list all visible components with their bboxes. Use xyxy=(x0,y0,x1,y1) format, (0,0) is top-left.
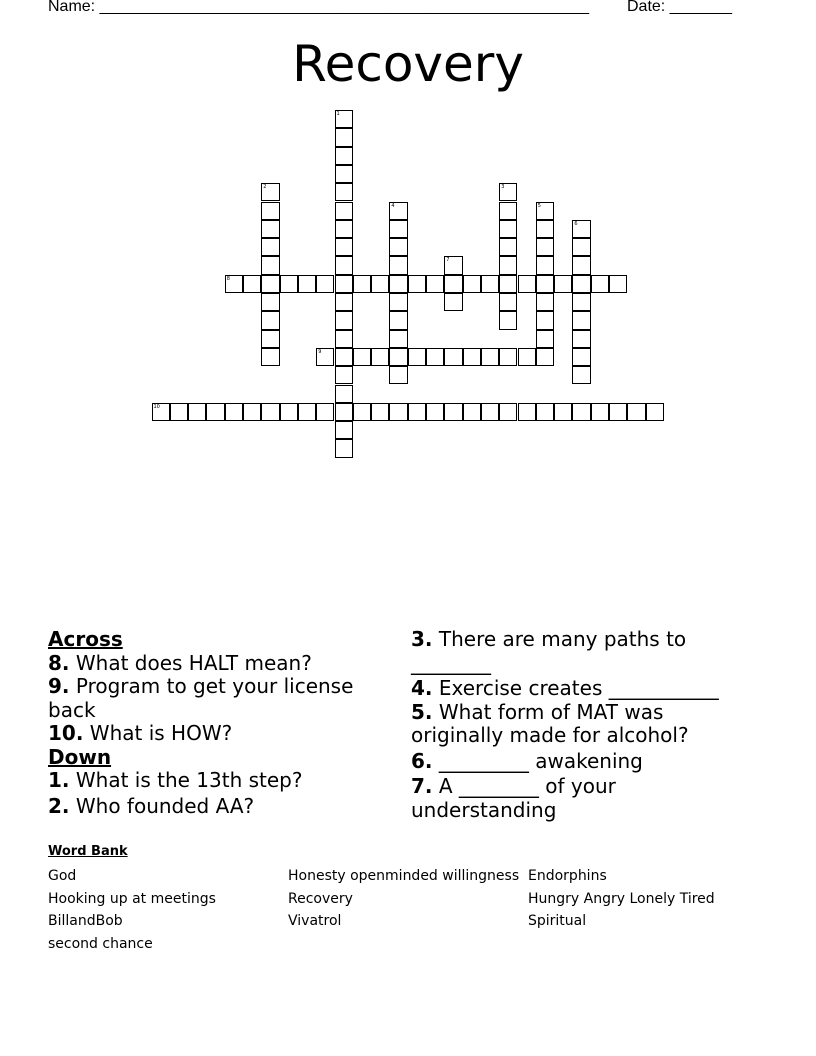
word-bank-item: Vivatrol xyxy=(288,913,342,929)
crossword-cell[interactable] xyxy=(499,403,517,421)
cell-number: 3 xyxy=(501,184,505,191)
crossword-cell[interactable] xyxy=(499,183,517,201)
crossword-cell[interactable] xyxy=(518,275,536,293)
crossword-cell[interactable] xyxy=(444,403,462,421)
crossword-cell[interactable] xyxy=(591,403,609,421)
crossword-cell[interactable] xyxy=(170,403,188,421)
crossword-cell[interactable] xyxy=(481,348,499,366)
word-bank-item: Endorphins xyxy=(528,868,607,884)
crossword-cell[interactable] xyxy=(389,256,407,274)
crossword-cell[interactable] xyxy=(335,275,353,293)
crossword-cell[interactable] xyxy=(627,403,645,421)
clue-down-7: 7. A ________ of your understanding xyxy=(411,774,616,822)
crossword-cell[interactable] xyxy=(335,110,353,128)
crossword-cell[interactable] xyxy=(261,256,279,274)
crossword-cell[interactable] xyxy=(536,348,554,366)
crossword-cell[interactable] xyxy=(463,275,481,293)
crossword-cell[interactable] xyxy=(371,275,389,293)
crossword-cell[interactable] xyxy=(426,275,444,293)
crossword-cell[interactable] xyxy=(518,403,536,421)
clue-down-5: 5. What form of MAT was originally made for alcohol? xyxy=(411,699,689,747)
crossword-cell[interactable] xyxy=(335,311,353,329)
crossword-cell[interactable] xyxy=(316,348,334,366)
crossword-cell[interactable] xyxy=(591,275,609,293)
crossword-cell[interactable] xyxy=(298,275,316,293)
crossword-cell[interactable] xyxy=(261,220,279,238)
clue-down-2: 2. Who founded AA? xyxy=(48,793,255,818)
crossword-grid xyxy=(0,0,816,470)
cell-number: 5 xyxy=(537,202,541,209)
crossword-cell[interactable] xyxy=(335,128,353,146)
crossword-cell[interactable] xyxy=(261,403,279,421)
across-heading: Across xyxy=(48,627,123,651)
word-bank-item: Hooking up at meetings xyxy=(48,891,216,907)
crossword-cell[interactable] xyxy=(389,293,407,311)
crossword-cell[interactable] xyxy=(536,238,554,256)
crossword-cell[interactable] xyxy=(389,238,407,256)
crossword-cell[interactable] xyxy=(572,348,590,366)
crossword-cell[interactable] xyxy=(463,403,481,421)
crossword-cell[interactable] xyxy=(335,183,353,201)
crossword-cell[interactable] xyxy=(261,348,279,366)
crossword-cell[interactable] xyxy=(499,293,517,311)
crossword-cell[interactable] xyxy=(353,275,371,293)
crossword-cell[interactable] xyxy=(572,311,590,329)
crossword-cell[interactable] xyxy=(572,366,590,384)
date-field: Date: _______ xyxy=(627,0,732,15)
crossword-cell[interactable] xyxy=(206,403,224,421)
crossword-cell[interactable] xyxy=(243,275,261,293)
crossword-cell[interactable] xyxy=(389,403,407,421)
crossword-cell[interactable] xyxy=(335,202,353,220)
crossword-cell[interactable] xyxy=(152,403,170,421)
word-bank-item: Honesty openminded willingness xyxy=(288,868,520,884)
crossword-cell[interactable] xyxy=(389,330,407,348)
crossword-cell[interactable] xyxy=(444,348,462,366)
cell-number: 7 xyxy=(446,257,450,264)
crossword-cell[interactable] xyxy=(609,403,627,421)
clue-across-8: 8. What does HALT mean? xyxy=(48,650,312,675)
crossword-cell[interactable] xyxy=(536,330,554,348)
clue-across-9: 9. Program to get your license back xyxy=(48,674,354,722)
word-bank-heading: Word Bank xyxy=(48,844,128,859)
crossword-cell[interactable] xyxy=(499,275,517,293)
crossword-cell[interactable] xyxy=(298,403,316,421)
crossword-cell[interactable] xyxy=(261,293,279,311)
cell-number: 10 xyxy=(153,403,160,410)
crossword-cell[interactable] xyxy=(499,238,517,256)
crossword-cell[interactable] xyxy=(572,403,590,421)
crossword-cell[interactable] xyxy=(554,403,572,421)
name-field: Name: _______________________________________________________ xyxy=(48,0,589,15)
crossword-cell[interactable] xyxy=(335,238,353,256)
crossword-cell[interactable] xyxy=(499,220,517,238)
crossword-cell[interactable] xyxy=(335,293,353,311)
crossword-cell[interactable] xyxy=(499,256,517,274)
cell-number: 8 xyxy=(226,275,230,282)
crossword-cell[interactable] xyxy=(335,403,353,421)
crossword-cell[interactable] xyxy=(426,403,444,421)
crossword-cell[interactable] xyxy=(243,403,261,421)
crossword-cell[interactable] xyxy=(188,403,206,421)
word-bank-item: second chance xyxy=(48,936,153,952)
crossword-cell[interactable] xyxy=(335,147,353,165)
word-bank-item: Hungry Angry Lonely Tired xyxy=(528,891,715,907)
crossword-cell[interactable] xyxy=(536,293,554,311)
cell-number: 2 xyxy=(263,184,267,191)
crossword-cell[interactable] xyxy=(280,403,298,421)
crossword-cell[interactable] xyxy=(572,330,590,348)
crossword-cell[interactable] xyxy=(316,275,334,293)
crossword-cell[interactable] xyxy=(481,275,499,293)
clue-down-6: 6. _________ awakening xyxy=(411,748,643,773)
crossword-cell[interactable] xyxy=(335,330,353,348)
clue-down-4: 4. Exercise creates ___________ xyxy=(411,676,719,700)
word-bank-item: Recovery xyxy=(288,891,353,907)
clue-down-3: 3. There are many paths to ________ xyxy=(411,627,687,675)
crossword-cell[interactable] xyxy=(335,439,353,457)
crossword-cell[interactable] xyxy=(225,403,243,421)
word-bank-item: BillandBob xyxy=(48,913,123,929)
crossword-cell[interactable] xyxy=(444,293,462,311)
clues-left-column xyxy=(48,628,378,818)
crossword-cell[interactable] xyxy=(389,366,407,384)
crossword-cell[interactable] xyxy=(609,275,627,293)
crossword-cell[interactable] xyxy=(481,403,499,421)
crossword-cell[interactable] xyxy=(371,403,389,421)
crossword-cell[interactable] xyxy=(572,293,590,311)
crossword-cell[interactable] xyxy=(389,311,407,329)
crossword-cell[interactable] xyxy=(335,421,353,439)
crossword-cell[interactable] xyxy=(261,202,279,220)
crossword-cell[interactable] xyxy=(389,202,407,220)
crossword-cell[interactable] xyxy=(371,348,389,366)
crossword-cell[interactable] xyxy=(572,256,590,274)
crossword-cell[interactable] xyxy=(335,385,353,403)
crossword-cell[interactable] xyxy=(335,366,353,384)
crossword-cell[interactable] xyxy=(335,165,353,183)
crossword-cell[interactable] xyxy=(572,238,590,256)
clue-down-1: 1. What is the 13th step? xyxy=(48,768,303,792)
cell-number: 9 xyxy=(318,348,322,355)
crossword-cell[interactable] xyxy=(408,275,426,293)
crossword-cell[interactable] xyxy=(536,256,554,274)
crossword-cell[interactable] xyxy=(426,348,444,366)
cell-number: 1 xyxy=(336,111,340,117)
crossword-cell[interactable] xyxy=(444,256,462,274)
crossword-cell[interactable] xyxy=(646,403,664,421)
crossword-cell[interactable] xyxy=(536,202,554,220)
crossword-cell[interactable] xyxy=(280,275,298,293)
crossword-cell[interactable] xyxy=(572,220,590,238)
page-title: Recovery xyxy=(292,35,524,93)
crossword-cell[interactable] xyxy=(463,348,481,366)
crossword-cell[interactable] xyxy=(261,311,279,329)
crossword-cell[interactable] xyxy=(536,220,554,238)
crossword-cell[interactable] xyxy=(499,202,517,220)
crossword-cell[interactable] xyxy=(536,311,554,329)
crossword-cell[interactable] xyxy=(536,275,554,293)
crossword-cell[interactable] xyxy=(353,403,371,421)
cell-number: 4 xyxy=(391,202,395,209)
clue-across-10: 10. What is HOW? xyxy=(48,721,233,745)
crossword-cell[interactable] xyxy=(316,403,334,421)
down-heading: Down xyxy=(48,744,112,769)
crossword-cell[interactable] xyxy=(389,348,407,366)
crossword-cell[interactable] xyxy=(408,348,426,366)
crossword-cell[interactable] xyxy=(335,348,353,366)
word-bank-item: Spiritual xyxy=(528,913,587,929)
crossword-cell[interactable] xyxy=(499,348,517,366)
crossword-cell[interactable] xyxy=(335,220,353,238)
clues-right-column xyxy=(411,628,761,822)
crossword-cell[interactable] xyxy=(335,256,353,274)
crossword-cell[interactable] xyxy=(444,275,462,293)
crossword-cell[interactable] xyxy=(225,275,243,293)
crossword-cell[interactable] xyxy=(389,275,407,293)
crossword-cell[interactable] xyxy=(261,275,279,293)
crossword-cell[interactable] xyxy=(261,183,279,201)
crossword-cell[interactable] xyxy=(536,403,554,421)
crossword-cell[interactable] xyxy=(518,348,536,366)
crossword-cell[interactable] xyxy=(261,330,279,348)
crossword-cell[interactable] xyxy=(554,275,572,293)
word-bank-item: God xyxy=(48,868,77,884)
crossword-cell[interactable] xyxy=(572,275,590,293)
crossword-cell[interactable] xyxy=(389,220,407,238)
crossword-cell[interactable] xyxy=(499,311,517,329)
cell-number: 6 xyxy=(574,220,578,227)
crossword-cell[interactable] xyxy=(261,238,279,256)
crossword-cell[interactable] xyxy=(353,348,371,366)
crossword-cell[interactable] xyxy=(408,403,426,421)
